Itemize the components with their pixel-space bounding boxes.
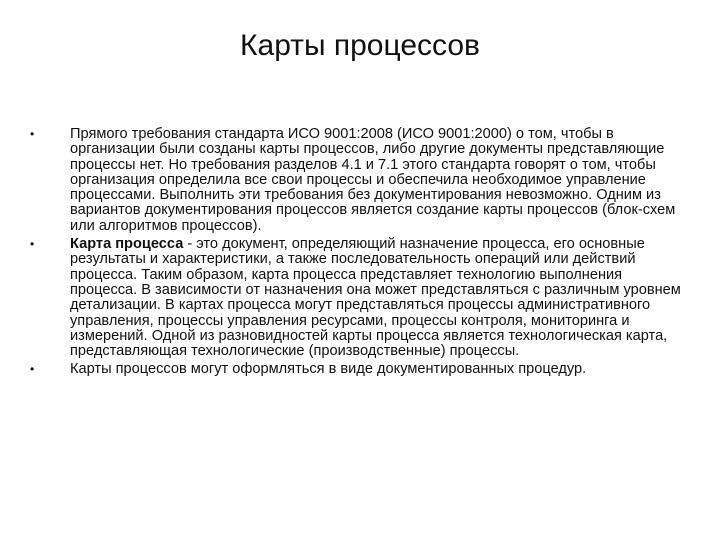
bullet-text: - это документ, определяющий назначение процесса, его основные результаты и характеристики, а также последовательность операций или действий процесса. Таким образом, карта процесса представляет технологию выполнения процесса. В зависимости от назначения она может представляться с различным уровнем детализации. В картах процесса могут представляться процессы административного управления, процессы управления ресурсами, процессы контроля, мониторинга и измерений. Одной из разновидностей карты процесса является технологическая карта, представляющая технологические (производственные) процессы. (70, 236, 681, 360)
bullet-dot-icon: • (30, 362, 35, 377)
bullet-text: Прямого требования стандарта ИСО 9001:2008 (ИСО 9001:2000) о том, чтобы в организации были созданы карты процессов, либо другие документы представляющие процессы нет. Но требования разделов 4.1 и 7.1 этого стандарта говорят о том, чтобы организация определила все свои процессы и обеспечила необходимое управление процессами. Выполнить эти требования без документирования невозможно. Одним из вариантов документирования процессов является создание карты процессов (блок-схем или алгоритмов процессов). (70, 126, 676, 234)
bullet-item-3 (30, 362, 690, 377)
bullet-item-2 (30, 237, 690, 359)
bullet-term: Карта процесса (70, 236, 184, 253)
bullet-dot-icon: • (30, 237, 35, 252)
slide-title: Карты процессов (240, 29, 480, 62)
bullet-list (30, 127, 690, 378)
bullet-item-1 (30, 127, 690, 234)
bullet-text: Карты процессов могут оформляться в виде документированных процедур. (70, 361, 587, 378)
bullet-dot-icon: • (30, 127, 35, 141)
